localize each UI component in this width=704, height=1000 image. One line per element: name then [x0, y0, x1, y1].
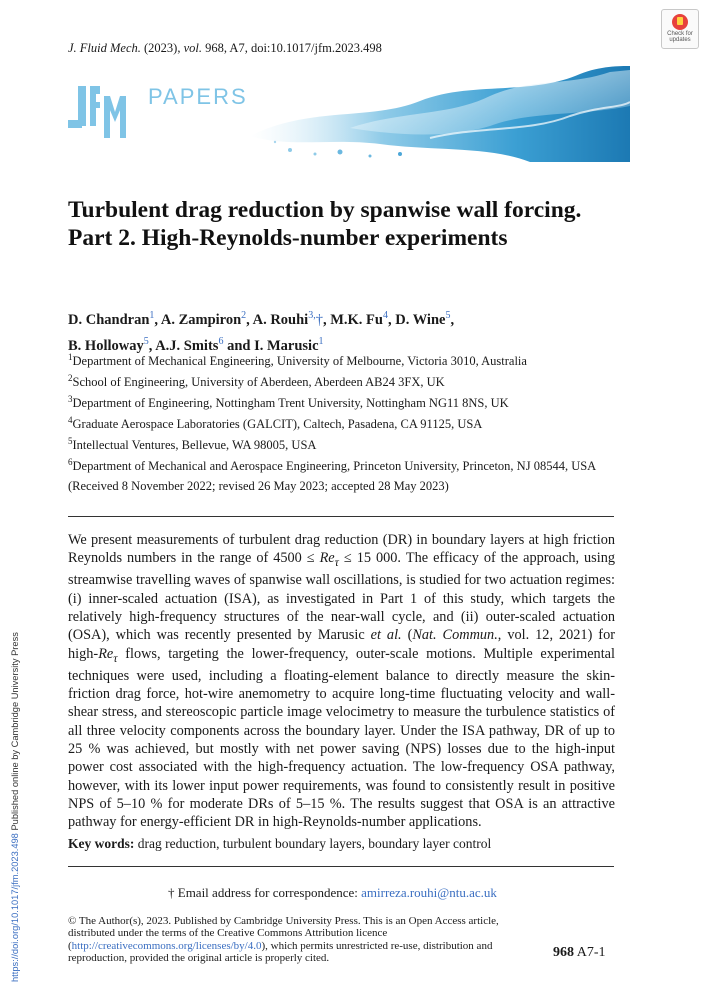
journal-name: J. Fluid Mech.	[68, 41, 141, 55]
corresponding-author-dagger[interactable]: †	[315, 311, 323, 328]
affiliation-list	[68, 350, 648, 476]
author-name: D. Chandran	[68, 311, 150, 328]
affiliation-number: 6	[68, 457, 73, 467]
correspondence-prefix: † Email address for correspondence:	[168, 885, 362, 900]
author-affil-ref[interactable]: 2	[241, 310, 247, 321]
abstract-top-rule	[68, 516, 614, 517]
author-affil-ref[interactable]: 4	[382, 310, 388, 321]
abstract	[68, 531, 615, 831]
author-separator: ,	[148, 337, 156, 354]
author-separator: ,	[154, 311, 161, 328]
water-splash-banner	[230, 66, 630, 162]
keywords	[68, 836, 491, 852]
crossmark-icon	[672, 14, 688, 30]
author-affil-ref[interactable]: 6	[218, 335, 224, 347]
page-number	[553, 945, 606, 961]
affiliation-item	[68, 350, 648, 371]
keywords-label: Key words:	[68, 836, 135, 851]
check-for-updates-badge[interactable]	[661, 9, 699, 49]
affiliation-text: Intellectual Ventures, Bellevue, WA 98005, USA	[72, 438, 317, 453]
author-name: D. Wine	[395, 311, 446, 328]
author-name: B. Holloway	[68, 337, 144, 354]
affiliation-number: 4	[68, 415, 73, 425]
jfm-logo	[68, 86, 138, 138]
doi-sidebar-text	[10, 632, 20, 982]
affiliation-text: Graduate Aerospace Laboratories (GALCIT), Caltech, Pasadena, CA 91125, USA	[72, 417, 483, 432]
doi-sidebar-label: Published online by Cambridge University Press	[10, 632, 20, 834]
correspondence	[168, 885, 497, 901]
doi-sidebar	[0, 0, 20, 1000]
affiliation-number: 5	[68, 436, 73, 446]
affiliation-item	[68, 455, 648, 476]
article-title: Turbulent drag reduction by spanwise wall forcing. Part 2. High-Reynolds-number experiments	[68, 197, 582, 251]
affiliation-text: Department of Mechanical Engineering, University of Melbourne, Victoria 3010, Australia	[72, 354, 527, 369]
author-affil-ref[interactable]: 3,	[308, 310, 316, 321]
license-link[interactable]: http://creativecommons.org/licenses/by/4.0	[71, 939, 262, 952]
keywords-text: drag reduction, turbulent boundary layers, boundary layer control	[137, 836, 492, 851]
author-name: M.K. Fu	[330, 311, 383, 328]
journal-year: (2023),	[144, 41, 181, 55]
author-affil-ref[interactable]: 1	[149, 310, 155, 321]
received-dates: (Received 8 November 2022; revised 26 May 2023; accepted 28 May 2023)	[68, 479, 449, 493]
affiliation-number: 2	[68, 373, 73, 383]
journal-vol-label: vol.	[183, 41, 202, 55]
author-separator: ,	[450, 311, 455, 328]
license-text: © The Author(s), 2023. Published by Cambridge University Press. This is an Open Access article, distributed under the terms of the Creative Commons Attribution licence (	[68, 915, 499, 952]
affiliation-text: School of Engineering, University of Aberdeen, Aberdeen AB24 3FX, UK	[72, 375, 445, 390]
affiliation-number: 1	[68, 352, 73, 362]
author-affil-ref[interactable]: 1	[318, 335, 324, 347]
affiliation-text: Department of Engineering, Nottingham Trent University, Nottingham NG11 8NS, UK	[72, 396, 509, 411]
crossmark-label: Check for updates	[667, 31, 693, 43]
author-affil-ref[interactable]: 5	[143, 335, 149, 347]
keywords-bottom-rule	[68, 866, 614, 867]
author-list	[68, 305, 628, 357]
page-article: A7-1	[576, 945, 606, 960]
author-separator: ,	[322, 311, 331, 328]
affiliation-item	[68, 413, 648, 434]
correspondence-email-link[interactable]: amirreza.rouhi@ntu.ac.uk	[361, 885, 497, 900]
author-name: A. Zampiron	[160, 311, 242, 328]
author-name: A. Rouhi	[252, 311, 309, 328]
author-separator: ,	[246, 311, 253, 328]
affiliation-text: Department of Mechanical and Aerospace Engineering, Princeton University, Princeton, NJ 08544, USA	[72, 459, 597, 474]
page-volume: 968	[553, 945, 574, 960]
author-separator: ,	[387, 311, 396, 328]
license-notice	[68, 915, 546, 964]
author-separator: and	[223, 337, 255, 354]
journal-citation	[68, 41, 382, 56]
journal-citation-tail: 968, A7, doi:10.1017/jfm.2023.498	[205, 41, 382, 55]
author-name: A.J. Smits	[155, 337, 219, 354]
affiliation-number: 3	[68, 394, 73, 404]
author-affil-ref[interactable]: 5	[445, 310, 451, 321]
author-name: I. Marusic	[254, 337, 319, 354]
abstract-paragraph: We present measurements of turbulent drag reduction (DR) in boundary layers at high friction Reynolds numbers in the range of $4500 \le Re_\tau \le 15$ 000. The efficacy of the approach, using streamwise travelling waves of spanwise wall oscillations, is studied for two actuation regimes: (i) inner-scaled actuation (ISA), as investigated in Part 1 of this study, which targets the relatively high-frequency structures of the near-wall cycle, and (ii) outer-scaled actuation (OSA), which was recently presented by Marusic et al. (Nat. Commun., vol. 12, 2021) for high-$Re_\tau$ flows, targeting the lower-frequency, outer-scale motions. Multiple experimental techniques were used, including a floating-element balance to directly measure the skin-friction drag force, hot-wire anemometry to acquire long-time fluctuating velocity and wall-shear stress, and stereoscopic particle image velocimetry to measure the turbulence statistics of all three velocity components across the boundary layer. Under the ISA pathway, DR of up to 25 % was achieved, but mostly with net power saving (NPS) losses due to the high-input power cost associated with the high-frequency actuation. The low-frequency OSA pathway, however, with its lower input power requirements, was found to consistently result in positive NPS of 5–10 % for moderate DRs of 5–15 %. The results suggest that OSA is an attractive pathway for energy-efficient DR in high-Reynolds-number applications.	[68, 532, 616, 831]
affiliation-item	[68, 392, 648, 413]
affiliation-item	[68, 371, 648, 392]
affiliation-item	[68, 434, 648, 455]
papers-logo-text: PAPERS	[148, 84, 248, 109]
doi-link[interactable]: https://doi.org/10.1017/jfm.2023.498	[10, 833, 20, 982]
license-text: ), which permits unrestricted re-use, distribution and reproduction, provided the original article is properly cited.	[68, 939, 493, 964]
